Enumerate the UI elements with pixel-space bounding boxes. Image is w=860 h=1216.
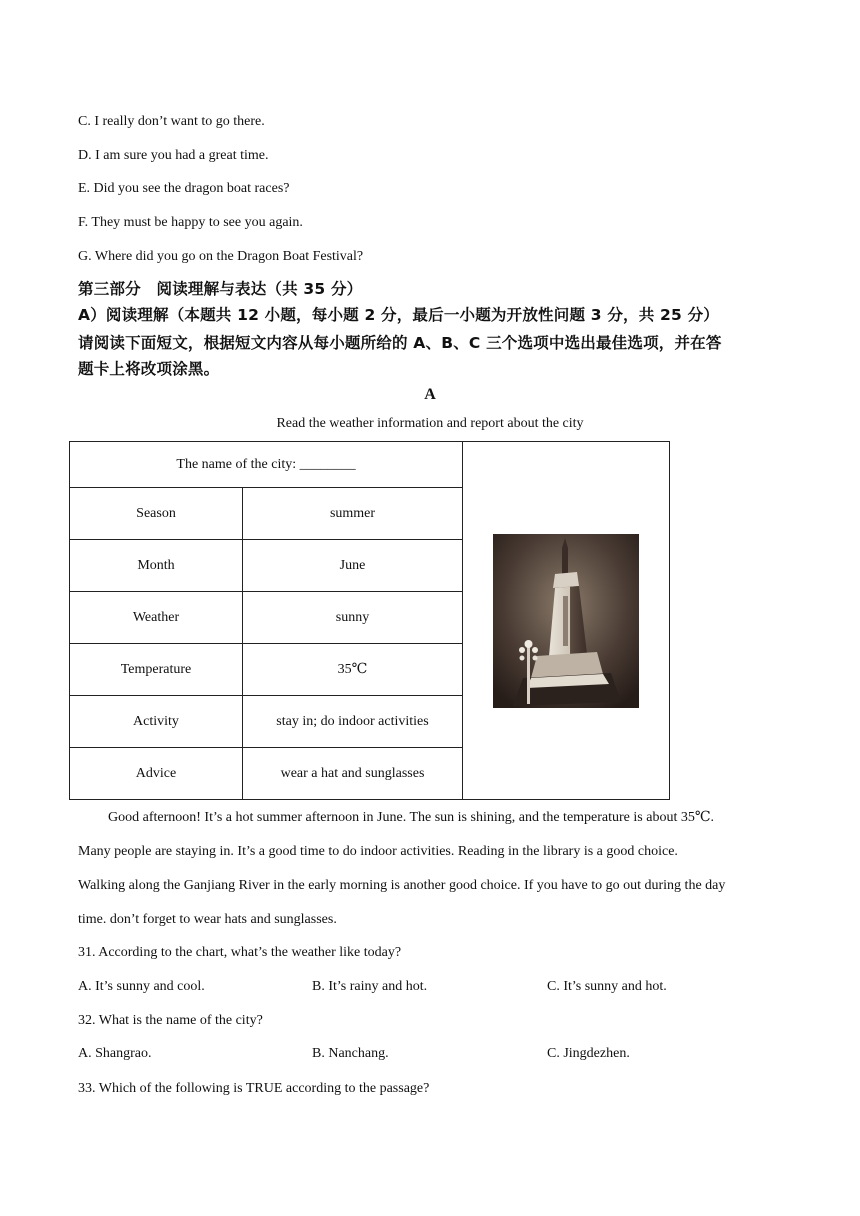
choice-a: A. Shangrao.	[78, 1046, 152, 1061]
part3-title: 第三部分 阅读理解与表达（共 35 分）	[78, 280, 363, 298]
row-label: Activity	[70, 696, 243, 748]
passage-line: Many people are staying in. It’s a good time to do indoor activities. Reading in the library is a good choice.	[78, 844, 678, 859]
choice-c: C. Jingdezhen.	[547, 1046, 630, 1061]
table-header-row	[70, 442, 670, 488]
question-33-stem: 33. Which of the following is TRUE according to the passage?	[78, 1081, 430, 1096]
row-label: Advice	[70, 748, 243, 800]
part3-subtitle: A）阅读理解（本题共 12 小题，每小题 2 分，最后一小题为开放性问题 3 分，共 25 分）	[78, 306, 719, 324]
passage-letter: A	[424, 386, 436, 403]
row-label: Temperature	[70, 644, 243, 696]
passage-line: Good afternoon! It’s a hot summer afternoon in June. The sun is shining, and the temperature is about 35℃.	[108, 810, 714, 825]
choice-b: B. Nanchang.	[312, 1046, 389, 1061]
monument-photo-cell	[463, 442, 670, 800]
choice-c: C. It’s sunny and hot.	[547, 979, 667, 994]
row-value: June	[243, 540, 463, 592]
row-value: sunny	[243, 592, 463, 644]
table-caption: Read the weather information and report about the city	[276, 416, 584, 431]
monument-photo	[493, 534, 639, 708]
row-value: summer	[243, 488, 463, 540]
option-c: C. I really don’t want to go there.	[78, 114, 265, 129]
row-label: Weather	[70, 592, 243, 644]
row-label: Season	[70, 488, 243, 540]
row-value: 35℃	[243, 644, 463, 696]
part3-instruction-line1: 请阅读下面短文，根据短文内容从每小题所给的 A、B、C 三个选项中选出最佳选项，并在答	[78, 334, 722, 352]
choice-b: B. It’s rainy and hot.	[312, 979, 428, 994]
option-g: G. Where did you go on the Dragon Boat Festival?	[78, 249, 364, 264]
row-label: Month	[70, 540, 243, 592]
option-d: D. I am sure you had a great time.	[78, 148, 269, 163]
row-value: stay in; do indoor activities	[243, 696, 463, 748]
choice-a: A. It’s sunny and cool.	[78, 979, 205, 994]
passage-line: Walking along the Ganjiang River in the early morning is another good choice. If you have to go out during the day	[78, 878, 726, 893]
option-f: F. They must be happy to see you again.	[78, 215, 303, 230]
question-31-stem: 31. According to the chart, what’s the weather like today?	[78, 945, 402, 960]
passage	[78, 801, 798, 937]
weather-table	[69, 441, 670, 800]
part3-instruction-line2: 题卡上将改项涂黑。	[78, 360, 220, 378]
passage-line: time. don’t forget to wear hats and sunglasses.	[78, 912, 337, 927]
option-e: E. Did you see the dragon boat races?	[78, 181, 290, 196]
question-32-stem: 32. What is the name of the city?	[78, 1013, 263, 1028]
row-value: wear a hat and sunglasses	[243, 748, 463, 800]
city-name-cell: The name of the city: ________	[70, 442, 463, 488]
